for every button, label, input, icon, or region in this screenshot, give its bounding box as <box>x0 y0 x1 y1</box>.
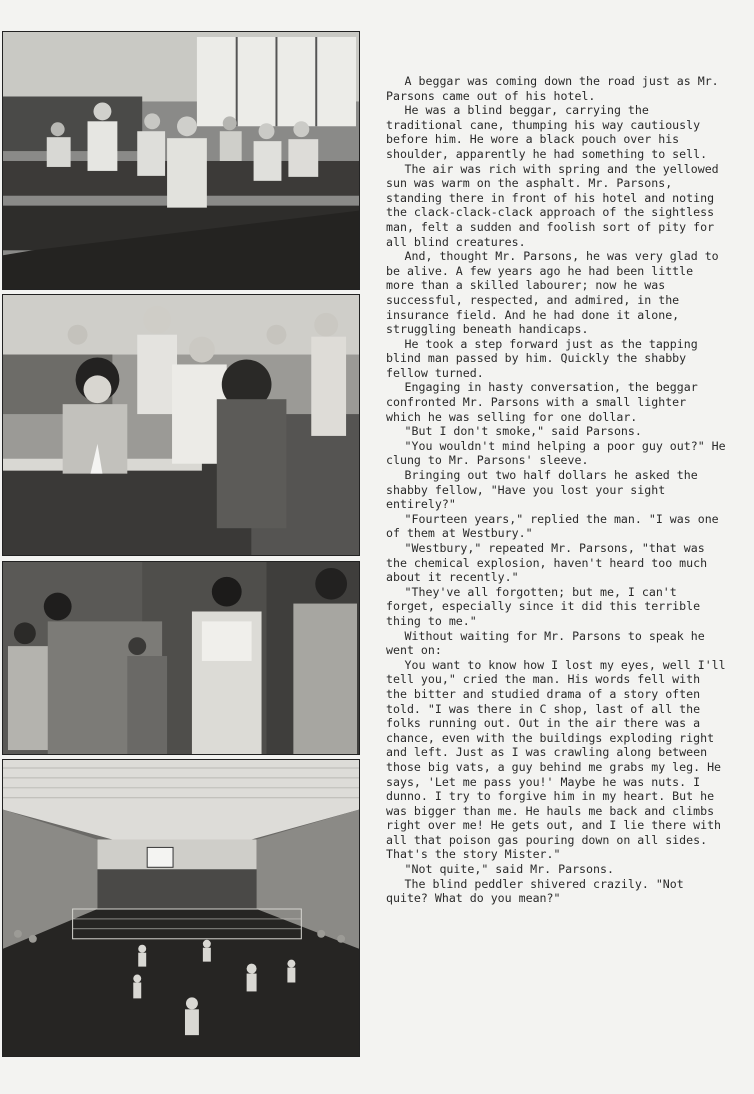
photo-lab-experiment <box>2 294 360 556</box>
story-paragraph: The air was rich with spring and the yellowed sun was warm on the asphalt. Mr. Parsons, standing there in front of his hotel and noting the clack-clack-clack approach of the sightless man, felt a sudden and foolish sort of pity for all blind creatures. <box>386 161 719 249</box>
story-paragraph: Engaging in hasty conversation, the beggar confronted Mr. Parsons with a small lighter which he was selling for one dollar. <box>386 380 698 424</box>
story-paragraph: A beggar was coming down the road just as Mr. Parsons came out of his hotel. <box>386 74 719 103</box>
photo-gymnasium <box>2 759 360 1057</box>
story-paragraph: "But I don't smoke," said Parsons. <box>404 424 642 439</box>
story-paragraph: And, thought Mr. Parsons, he was very glad to be alive. A few years ago he had been little more than a skilled labourer; now he was successful, respected, and admired, in the insurance field. And he had done it alone, struggling beneath handicaps. <box>386 249 719 337</box>
story-paragraph: "Not quite," said Mr. Parsons. <box>404 862 614 877</box>
photo-chemistry-lab <box>2 31 360 290</box>
story-paragraph: The blind peddler shivered crazily. "Not quite? What do you mean?" <box>386 876 684 906</box>
story-paragraph: "Westbury," repeated Mr. Parsons, "that was the chemical explosion, haven't heard too much about it recently." <box>386 541 708 585</box>
story-paragraph: "Fourteen years," replied the man. "I was one of them at Westbury." <box>386 511 719 541</box>
story-text <box>386 74 726 906</box>
photo-stage-play <box>2 561 360 755</box>
story-paragraph: He was a blind beggar, carrying the traditional cane, thumping his way cautiously before him. He wore a black pouch over his shoulder, apparently he had something to sell. <box>386 103 708 161</box>
story-paragraph: He took a step forward just as the tapping blind man passed by him. Quickly the shabby fellow turned. <box>386 336 698 380</box>
story-paragraph: "They've all forgotten; but me, I can't forget, especially since it did this terrible thing to me." <box>386 584 701 628</box>
story-paragraph: Without waiting for Mr. Parsons to speak he went on: <box>386 628 705 658</box>
story-paragraph: "You wouldn't mind helping a poor guy out?" He clung to Mr. Parsons' sleeve. <box>386 438 726 468</box>
story-paragraph: Bringing out two half dollars he asked the shabby fellow, "Have you lost your sight entirely?" <box>386 468 698 512</box>
story-paragraph: You want to know how I lost my eyes, well I'll tell you," cried the man. His words fell with the bitter and studied drama of a story often told. "I was there in C shop, last of all the folks running out. Out in the air there was a chance, even with the buildings exploding right and left. Just as I was crawling along between those big vats, a guy behind me grabs my leg. He says, 'Let me pass you!' Maybe he was nuts. I dunno. I try to forgive him in my heart. But he was bigger than me. He hauls me back and climbs right over me! He gets out, and I lie there with all that poison gas pouring down on all sides. That's the story Mister." <box>386 657 726 862</box>
